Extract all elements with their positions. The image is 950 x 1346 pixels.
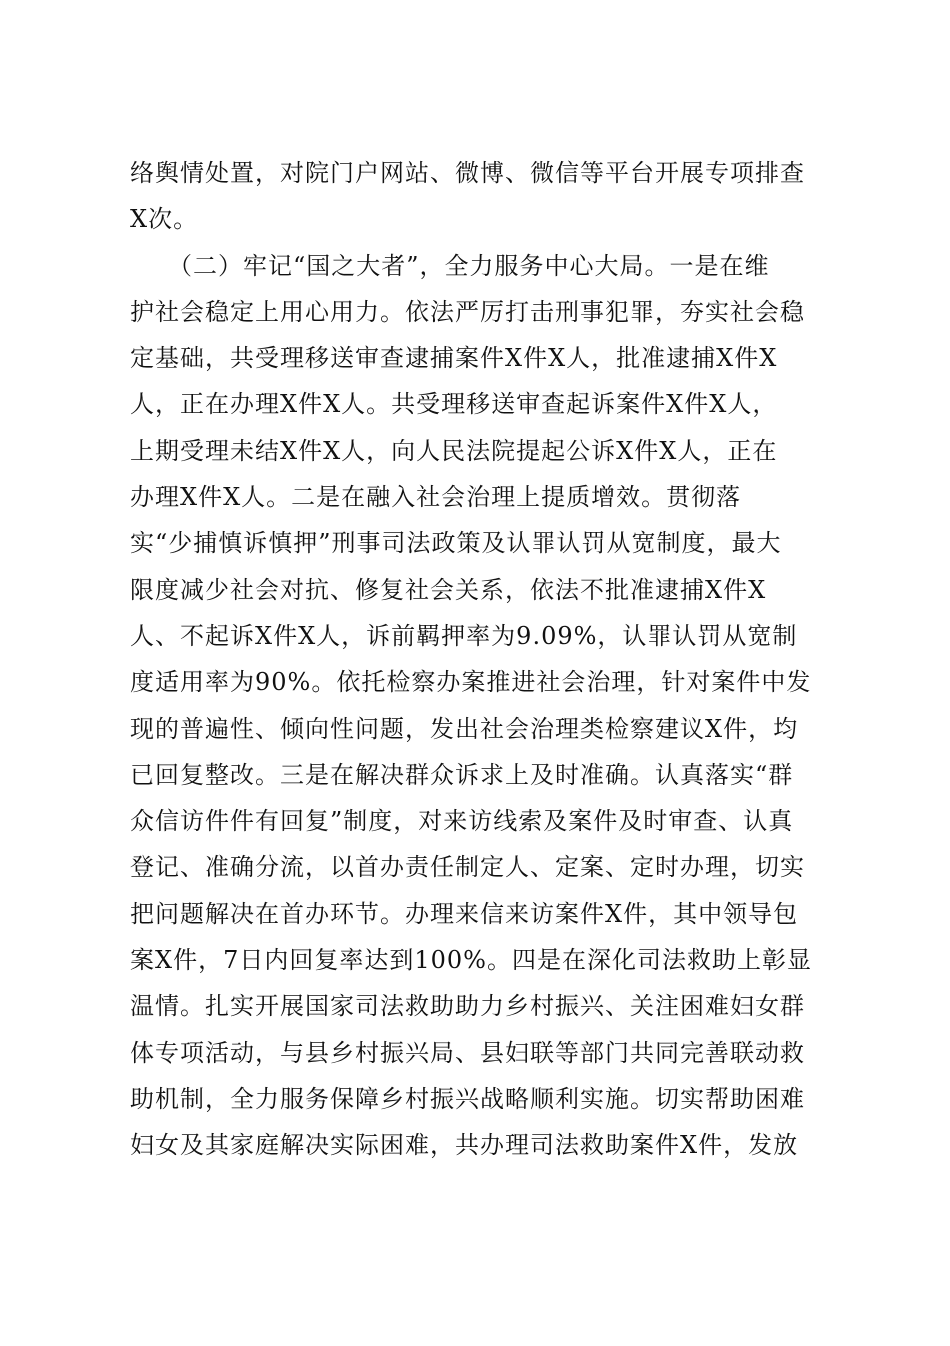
text-line: 案X件，7日内回复率达到100%。四是在深化司法救助上彰显 — [130, 946, 812, 975]
text-line: 助机制，全力服务保障乡村振兴战略顺利实施。切实帮助困难 — [130, 1084, 805, 1113]
text-line: 护社会稳定上用心用力。依法严厉打击刑事犯罪，夯实社会稳 — [130, 297, 805, 326]
text-line: 定基础，共受理移送审查逮捕案件X件X人，批准逮捕X件X — [130, 344, 778, 373]
text-line: X次。 — [130, 205, 199, 234]
text-line: 络舆情处置，对院门户网站、微博、微信等平台开展专项排查 — [130, 159, 805, 187]
text-line: 上期受理未结X件X人，向人民法院提起公诉X件X人，正在 — [130, 436, 778, 465]
text-line: 把问题解决在首办环节。办理来信来访案件X件，其中领导包 — [130, 899, 799, 928]
text-line: 登记、准确分流，以首办责任制定人、定案、定时办理，切实 — [130, 853, 805, 882]
text-line: 妇女及其家庭解决实际困难，共办理司法救助案件X件，发放 — [130, 1131, 799, 1160]
text-line: 体专项活动，与县乡村振兴局、县妇联等部门共同完善联动救 — [130, 1038, 805, 1067]
text-line: 人、不起诉X件X人，诉前羁押率为9.09%，认罪认罚从宽制 — [130, 621, 798, 650]
text-line: 实“少捕慎诉慎押”刑事司法政策及认罪认罚从宽制度，最大 — [130, 529, 782, 558]
text-line: 温情。扎实开展国家司法救助助力乡村振兴、关注困难妇女群 — [130, 992, 805, 1021]
text-line: 人，正在办理X件X人。共受理移送审查起诉案件X件X人， — [130, 390, 778, 419]
text-line: 现的普遍性、倾向性问题，发出社会治理类检察建议X件，均 — [130, 714, 799, 743]
text-line: （二）牢记“国之大者”，全力服务中心大局。一是在维 — [130, 251, 770, 280]
body-text — [130, 150, 830, 1169]
text-line: 已回复整改。三是在解决群众诉求上及时准确。认真落实“群 — [130, 760, 794, 789]
text-line: 限度减少社会对抗、修复社会关系，依法不批准逮捕X件X — [130, 575, 767, 604]
text-line: 度适用率为90%。依托检察办案推进社会治理，针对案件中发 — [130, 668, 812, 697]
text-line: 办理X件X人。二是在融入社会治理上提质增效。贯彻落 — [130, 483, 742, 512]
text-line: 众信访件件有回复”制度，对来访线索及案件及时审查、认真 — [130, 807, 794, 836]
